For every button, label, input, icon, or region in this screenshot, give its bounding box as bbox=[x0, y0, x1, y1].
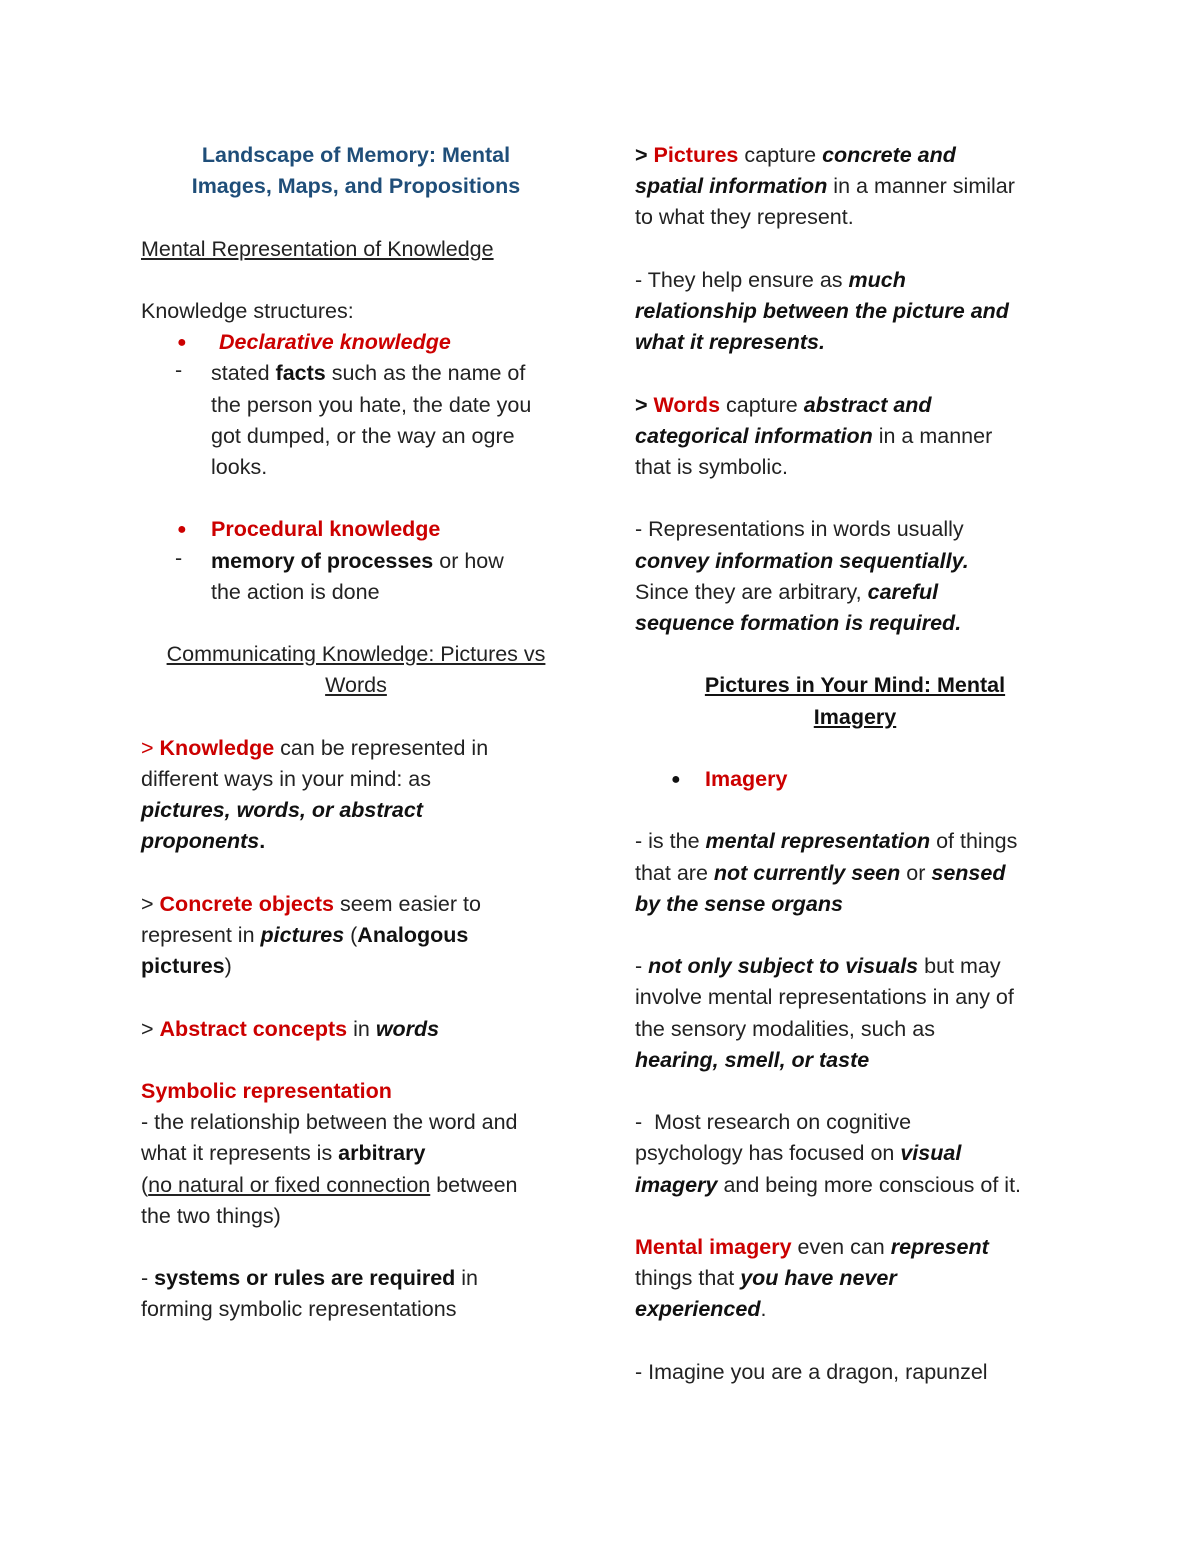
section-heading-mental-representation: Mental Representation of Knowledge bbox=[141, 236, 494, 261]
symbolic-representation-section: Symbolic representation - the relationship between the word and what it represents is arbitrary (no natural or fixed connection between the two things) - systems or rules are required in forming symbolic representations bbox=[141, 1076, 571, 1326]
bullet-imagery bbox=[635, 764, 1075, 795]
bullet-declarative bbox=[141, 327, 571, 358]
symbolic-heading: Symbolic representation bbox=[141, 1078, 392, 1103]
right-column bbox=[635, 140, 1075, 1388]
abstract-concepts-line: > Abstract concepts in words bbox=[141, 1016, 440, 1041]
bullet-dot-icon: ● bbox=[177, 334, 187, 352]
bullet-dot-icon: ● bbox=[177, 521, 187, 539]
visuals-paragraph: - not only subject to visuals but may involve mental representations in any of the sensory modalities, such as hearing, smell, or taste bbox=[635, 954, 1014, 1072]
document-title bbox=[141, 140, 571, 202]
research-paragraph: - Most research on cognitive psychology has focused on visual imagery and being more conscious of it. bbox=[635, 1110, 1022, 1197]
sequential-paragraph: - Representations in words usually convey information sequentially. Since they are arbitrary, careful sequence formation is required. bbox=[635, 517, 969, 635]
bullet-dot-icon: ● bbox=[671, 770, 681, 788]
procedural-description: - memory of processes or how the action is done bbox=[175, 545, 504, 604]
knowledge-paragraph: > Knowledge can be represented in different ways in your mind: as pictures, words, or abstract proponents. bbox=[141, 735, 489, 854]
declarative-description: - stated facts such as the name of the person you hate, the date you got dumped, or the way an ogre looks. bbox=[175, 358, 532, 479]
knowledge-structures-label: Knowledge structures: bbox=[141, 298, 354, 323]
bullet-procedural bbox=[141, 514, 571, 545]
left-column bbox=[141, 140, 571, 1326]
section-heading-communicating: Communicating Knowledge: Pictures vs Words bbox=[166, 642, 546, 698]
mental-imagery-paragraph: Mental imagery even can represent things that you have never experienced. bbox=[635, 1234, 989, 1322]
imagine-line: - Imagine you are a dragon, rapunzel bbox=[635, 1359, 988, 1384]
imagery-definition: - is the mental representation of things that are not currently seen or sensed by the sense organs bbox=[635, 829, 1018, 916]
section-heading-pictures-in-mind: Pictures in Your Mind: Mental Imagery bbox=[704, 673, 1006, 729]
concrete-objects-paragraph: > Concrete objects seem easier to represent in pictures (Analogous pictures) bbox=[141, 891, 481, 979]
declarative-label: Declarative knowledge bbox=[219, 330, 451, 355]
pictures-paragraph: > Pictures capture concrete and spatial information in a manner similar to what they represent. bbox=[635, 143, 1015, 230]
procedural-label: Procedural knowledge bbox=[211, 517, 441, 542]
title-line-2: Images, Maps, and Propositions bbox=[191, 174, 521, 199]
help-ensure-paragraph: - They help ensure as much relationship between the picture and what it represents. bbox=[635, 267, 1009, 355]
imagery-label: Imagery bbox=[705, 766, 788, 791]
title-line-1: Landscape of Memory: Mental bbox=[201, 143, 511, 167]
words-paragraph: > Words capture abstract and categorical information in a manner that is symbolic. bbox=[635, 392, 993, 479]
